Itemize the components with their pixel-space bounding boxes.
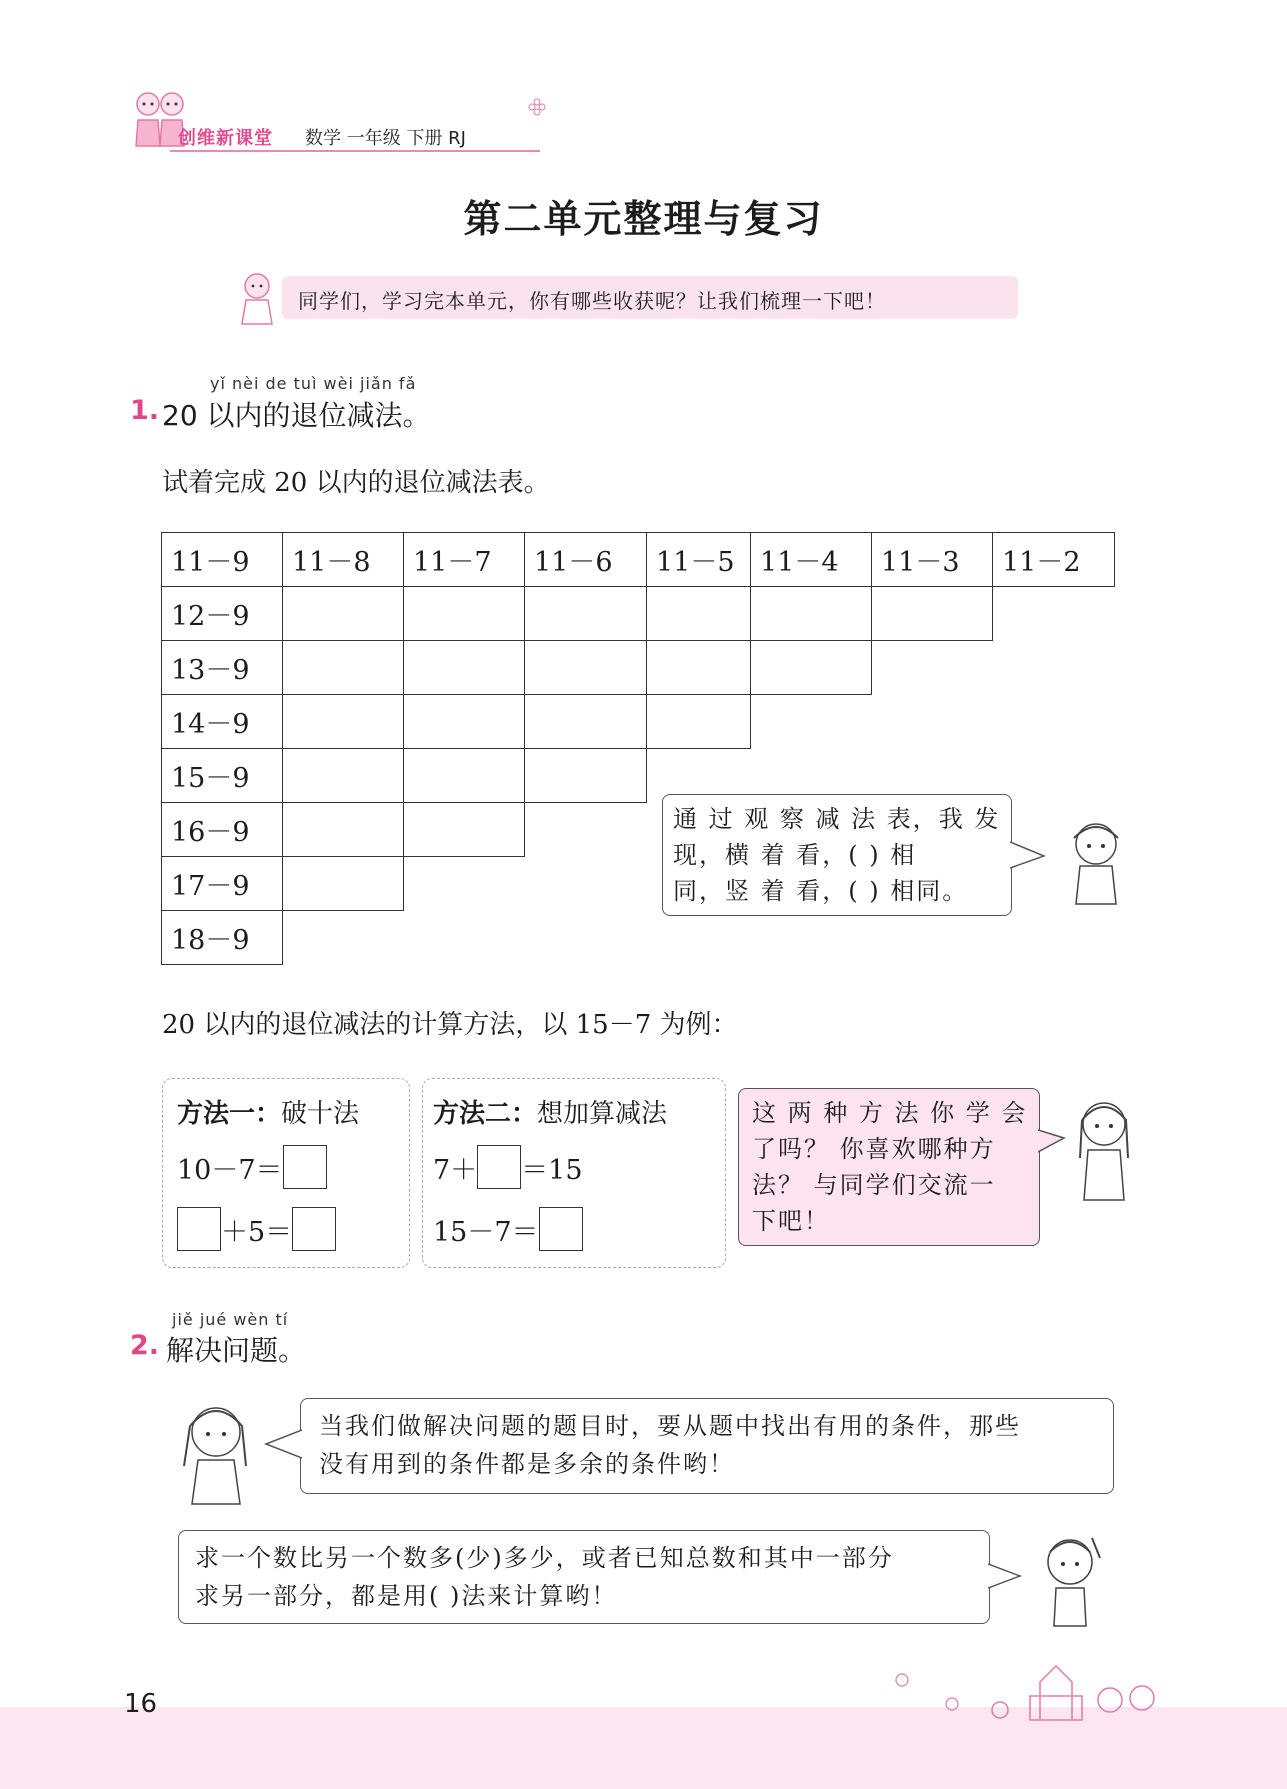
table-blank-cell[interactable] [524, 748, 647, 803]
method2-eq1-right: ＝15 [521, 1154, 583, 1186]
section2-number: 2. [130, 1330, 160, 1361]
table-blank-cell[interactable] [282, 640, 404, 695]
table-cell: 13－9 [161, 640, 283, 695]
table-blank-cell[interactable] [282, 856, 404, 911]
method2-eq2: 15－7＝ [433, 1216, 539, 1248]
method2-eq1-left: 7＋ [433, 1154, 478, 1186]
discuss-line-3: 法？ 与同学们交流一 [752, 1171, 996, 1199]
table-cell: 16－9 [161, 802, 283, 857]
header-logo-text: 创维新课堂 [178, 128, 273, 149]
method-intro: 20 以内的退位减法的计算方法，以 15－7 为例： [162, 1010, 738, 1040]
table-blank-cell[interactable] [403, 640, 525, 695]
table-cell: 12－9 [161, 586, 283, 641]
answer-box[interactable] [539, 1207, 583, 1251]
tip-line-2: 没有用到的条件都是多余的条件哟！ [319, 1450, 735, 1478]
table-blank-cell[interactable] [403, 802, 525, 857]
table-blank-cell[interactable] [524, 694, 647, 749]
table-cell: 11－2 [992, 532, 1115, 587]
section1-title: 20 以内的退位减法。 [162, 399, 431, 432]
table-cell: 11－6 [524, 532, 647, 587]
section1-pinyin: yǐ nèi de tuì wèi jiǎn fǎ [210, 374, 417, 393]
girl-icon [170, 1396, 262, 1506]
table-blank-cell[interactable] [646, 694, 751, 749]
section2-pinyin: jiě jué wèn tí [172, 1310, 289, 1329]
table-cell: 11－4 [750, 532, 872, 587]
castle-illustration [880, 1652, 1170, 1722]
method1-box [162, 1078, 410, 1268]
table-blank-cell[interactable] [403, 748, 525, 803]
table-cell: 15－9 [161, 748, 283, 803]
observe-line-3: 同，竖 着 看，( ) 相同。 [673, 877, 969, 905]
observe-line-2: 现，横 着 看，( ) 相 [673, 841, 917, 869]
section1-number: 1. [130, 395, 160, 426]
method2-name: 想加算减法 [537, 1099, 668, 1129]
method1-label: 方法一： [177, 1099, 282, 1129]
method1-name: 破十法 [281, 1099, 360, 1129]
observe-speech-bubble [662, 794, 1012, 916]
table-cell: 14－9 [161, 694, 283, 749]
method2-label: 方法二： [433, 1099, 538, 1129]
rule-line-1: 求一个数比另一个数多(少)多少，或者已知总数和其中一部分 [195, 1544, 894, 1572]
table-blank-cell[interactable] [524, 640, 647, 695]
table-blank-cell[interactable] [282, 586, 404, 641]
table-cell: 11－7 [403, 532, 525, 587]
method1-eq1: 10－7＝ [177, 1154, 283, 1186]
table-cell: 17－9 [161, 856, 283, 911]
table-blank-cell[interactable] [524, 586, 647, 641]
girl-icon [1060, 816, 1132, 906]
table-blank-cell[interactable] [871, 586, 993, 641]
page-number: 16 [124, 1689, 158, 1719]
intro-text: 同学们，学习完本单元，你有哪些收获呢？让我们梳理一下吧！ [298, 289, 886, 313]
table-blank-cell[interactable] [646, 640, 751, 695]
table-cell: 11－5 [646, 532, 751, 587]
table-cell: 11－3 [871, 532, 993, 587]
discuss-line-2: 了吗？ 你喜欢哪种方 [752, 1135, 996, 1163]
girl-icon [236, 270, 278, 328]
section1-instruction: 试着完成 20 以内的退位减法表。 [162, 468, 550, 498]
bubble-tail [1010, 840, 1050, 870]
table-blank-cell[interactable] [282, 748, 404, 803]
table-cell: 18－9 [161, 910, 283, 965]
tip-speech-bubble [300, 1398, 1114, 1494]
bubble-tail [1038, 1128, 1068, 1156]
table-blank-cell[interactable] [750, 586, 872, 641]
girl-icon [1066, 1094, 1140, 1204]
header-subject: 数学 一年级 下册 RJ [305, 128, 466, 149]
section2-title: 解决问题。 [166, 1334, 307, 1367]
table-blank-cell[interactable] [646, 586, 751, 641]
table-cell: 11－8 [282, 532, 404, 587]
discuss-speech-bubble [738, 1088, 1040, 1246]
rule-line-2: 求另一部分，都是用( )法来计算哟！ [195, 1582, 618, 1610]
table-cell: 11－9 [161, 532, 283, 587]
answer-box[interactable] [477, 1145, 521, 1189]
answer-box[interactable] [292, 1207, 336, 1251]
method2-box [422, 1078, 726, 1268]
flower-icon [528, 98, 546, 116]
discuss-line-1: 这 两 种 方 法 你 学 会 [752, 1099, 1028, 1127]
boy-icon [1030, 1528, 1110, 1628]
answer-box[interactable] [283, 1145, 327, 1189]
header-divider [170, 150, 540, 152]
table-blank-cell[interactable] [282, 694, 404, 749]
table-blank-cell[interactable] [403, 586, 525, 641]
observe-line-1: 通 过 观 察 减 法 表，我 发 [673, 805, 1001, 833]
discuss-line-4: 下吧！ [752, 1207, 830, 1235]
table-blank-cell[interactable] [282, 802, 404, 857]
tip-line-1: 当我们做解决问题的题目时，要从题中找出有用的条件，那些 [319, 1412, 1021, 1440]
bubble-tail [988, 1562, 1024, 1592]
table-blank-cell[interactable] [750, 640, 872, 695]
page-title: 第二单元整理与复习 [463, 197, 824, 241]
bubble-tail [262, 1426, 302, 1462]
table-blank-cell[interactable] [403, 694, 525, 749]
rule-speech-bubble [178, 1530, 990, 1624]
method1-eq2: ＋5＝ [221, 1216, 293, 1248]
answer-box[interactable] [177, 1207, 221, 1251]
